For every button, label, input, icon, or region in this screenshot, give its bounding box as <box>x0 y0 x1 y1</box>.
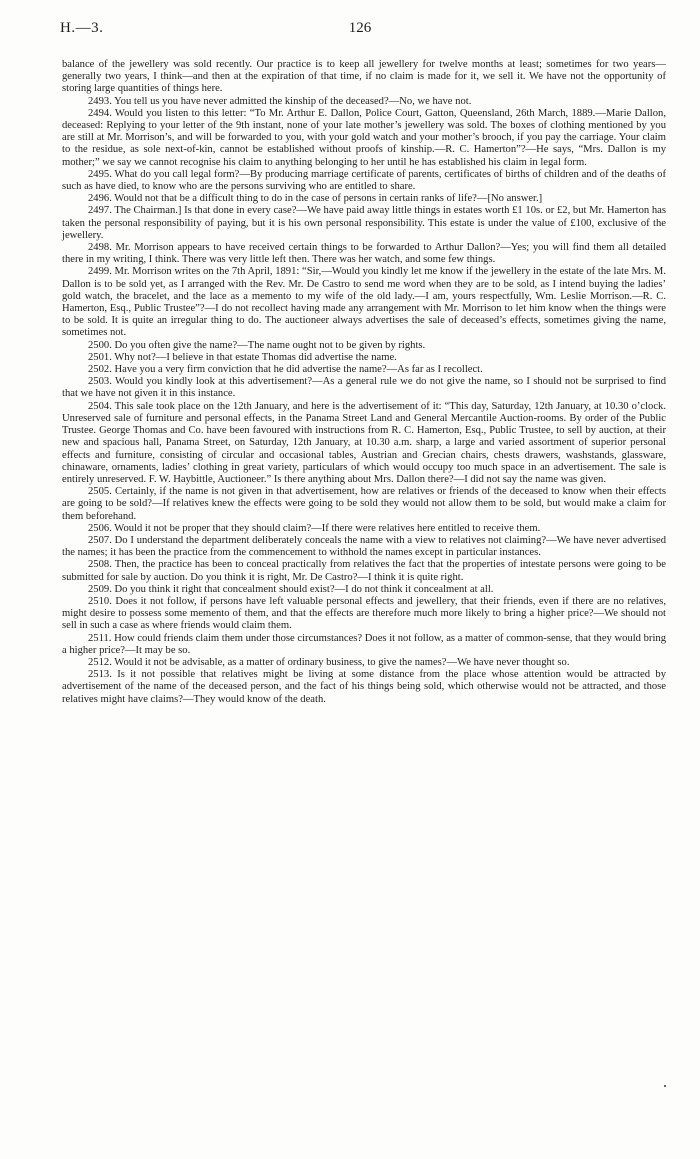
page-body <box>62 59 666 706</box>
page-header <box>60 20 660 42</box>
paragraph: 2494. Would you listen to this letter: “To Mr. Arthur E. Dallon, Police Court, Gatton, Queensland, 26th March, 1889.—Marie Dallon, deceased: Replying to your letter of the 9th instant, none of your late mother’s jewellery was sold. The boxes of clothing mentioned by you are still at Mr. Morrison’s, and will be forwarded to you, with your gold watch and your mother’s brooch, if you pay the carriage. Your claim to the residue, as sole next-of-kin, cannot be established without proofs of kinship.—R. C. Hamerton”?—He says, “Mrs. Dallon is my mother;” we say we cannot recognise his claim to anything belonging to her until he has established his claim in legal form. <box>62 107 666 168</box>
paragraph: balance of the jewellery was sold recently. Our practice is to keep all jewellery for twelve months at least; sometimes for two years—generally two years, I think—and then at the expiration of that time, if no claim is made for it, we sell it. We have not the opportunity of storing large quantities of things here. <box>62 59 666 95</box>
print-speck <box>664 1085 666 1087</box>
paragraph: 2499. Mr. Morrison writes on the 7th April, 1891: “Sir,—Would you kindly let me know if the jewellery in the estate of the late Mrs. M. Dallon is to be sold yet, as I arranged with the Rev. Mr. De Castro to send me word when they are to be sold, as I intend buying the ladies’ gold watch, the bracelet, and the lace as a memento to my wife of the old lady.—I am, yours respectfully, Wm. Leslie Morrison.—R. C. Hamerton, Esq., Public Trustee”?—I do not recollect having made any arrangement with Mr. Morrison to let him know when the things were to be sold. It is quite an irregular thing to do. The auctioneer always advertises the sale of deceased’s effects, sometimes giving the name, sometimes not. <box>62 266 666 339</box>
paragraph: 2508. Then, the practice has been to conceal practically from relatives the fact that the properties of intestate persons were going to be submitted for sale by auction. Do you think it is right, Mr. De Castro?—I think it is quite right. <box>62 559 666 583</box>
paragraph: 2502. Have you a very firm conviction that he did advertise the name?—As far as I recollect. <box>88 364 483 376</box>
paragraph: 2512. Would it not be advisable, as a matter of ordinary business, to give the names?—We have never thought so. <box>88 656 570 668</box>
paragraph: 2505. Certainly, if the name is not given in that advertisement, how are relatives or friends of the deceased to know when their effects are going to be sold?—If relatives knew the effects were going to be sold they would not allow them to be sold, but would make a claim for them beforehand. <box>62 486 666 522</box>
paragraph: 2500. Do you often give the name?—The name ought not to be given by rights. <box>88 339 426 351</box>
paragraph: 2493. You tell us you have never admitted the kinship of the deceased?—No, we have not. <box>88 95 472 107</box>
paragraph: 2513. Is it not possible that relatives might be living at some distance from the place whose attention would be attracted by advertisement of the name of the deceased person, and the fact of his things being sold, which otherwise would not be attracted, and those relatives might have claims?—They would know of the death. <box>62 669 666 705</box>
document-reference: H.—3. <box>60 20 104 36</box>
paragraph: 2510. Does it not follow, if persons have left valuable personal effects and jewellery, that their friends, even if there are no relatives, might desire to possess some memento of them, and that the effects are therefore much more likely to bring a higher price?—We should not sell in such a case as where friends would claim them. <box>62 595 666 632</box>
paragraph: 2495. What do you call legal form?—By producing marriage certificate of parents, certificates of births of children and of the deaths of such as have died, to know who are the persons surviving who are entitled to share. <box>62 168 666 193</box>
page-number: 126 <box>348 20 372 36</box>
paragraph: 2506. Would it not be proper that they should claim?—If there were relatives here entitled to receive them. <box>88 522 541 534</box>
paragraph: 2503. Would you kindly look at this advertisement?—As a general rule we do not give the name, so I should not be surprised to find that we have not given it in this instance. <box>62 376 666 400</box>
paragraph: 2498. Mr. Morrison appears to have received certain things to be forwarded to Arthur Dallon?—Yes; you will find them all detailed there in my writing, I think. There was very little left then. There was her watch, and some few things. <box>62 242 666 266</box>
paragraph: 2504. This sale took place on the 12th January, and here is the advertisement of it: “This day, Saturday, 12th January, at 10.30 o’clock. Unreserved sale of furniture and personal effects, in the Panama Street Land and General Mercantile Auction-rooms. By order of the Public Trustee. George Thomas and Co. have been favoured with instructions from R. C. Hamerton, Esq., Public Trustee, to sell by auction, at their new and spacious hall, Panama Street, on Saturday, 12th January, at 10.30 a.m. sharp, a large and varied assortment of superior personal effects and furniture, consisting of circular and occasional tables, Austrian and Grecian chairs, chests drawers, washstands, glassware, chinaware, ornaments, ladies’ clothing in great variety, particulars of which would occupy too much space in an advertisement. The sale is entirely unreserved. F. W. Haybittle, Auctioneer.” Is there anything about Mrs. Dallon there?—I did not say the name was given. <box>62 400 666 485</box>
paragraph: 2497. The Chairman.] Is that done in every case?—We have paid away little things in estates worth £1 10s. or £2, but Mr. Hamerton has taken the personal responsibility of paying, but it is his own personal responsibility. This estate is under the value of £100, exclusive of the jewellery. <box>62 205 666 241</box>
paragraph: 2496. Would not that be a difficult thing to do in the case of persons in certain ranks of life?—[No answer.] <box>88 193 543 205</box>
paragraph: 2511. How could friends claim them under those circumstances? Does it not follow, as a matter of common-sense, that they would bring a higher price?—It may be so. <box>62 632 666 656</box>
paragraph: 2501. Why not?—I believe in that estate Thomas did advertise the name. <box>88 351 397 363</box>
paragraph: 2507. Do I understand the department deliberately conceals the name with a view to relatives not claiming?—We have never advertised the names; it has been the practice from the commencement to withhold the names except in particular instances. <box>62 534 666 559</box>
paragraph: 2509. Do you think it right that concealment should exist?—I do not think it concealment at all. <box>88 583 494 595</box>
